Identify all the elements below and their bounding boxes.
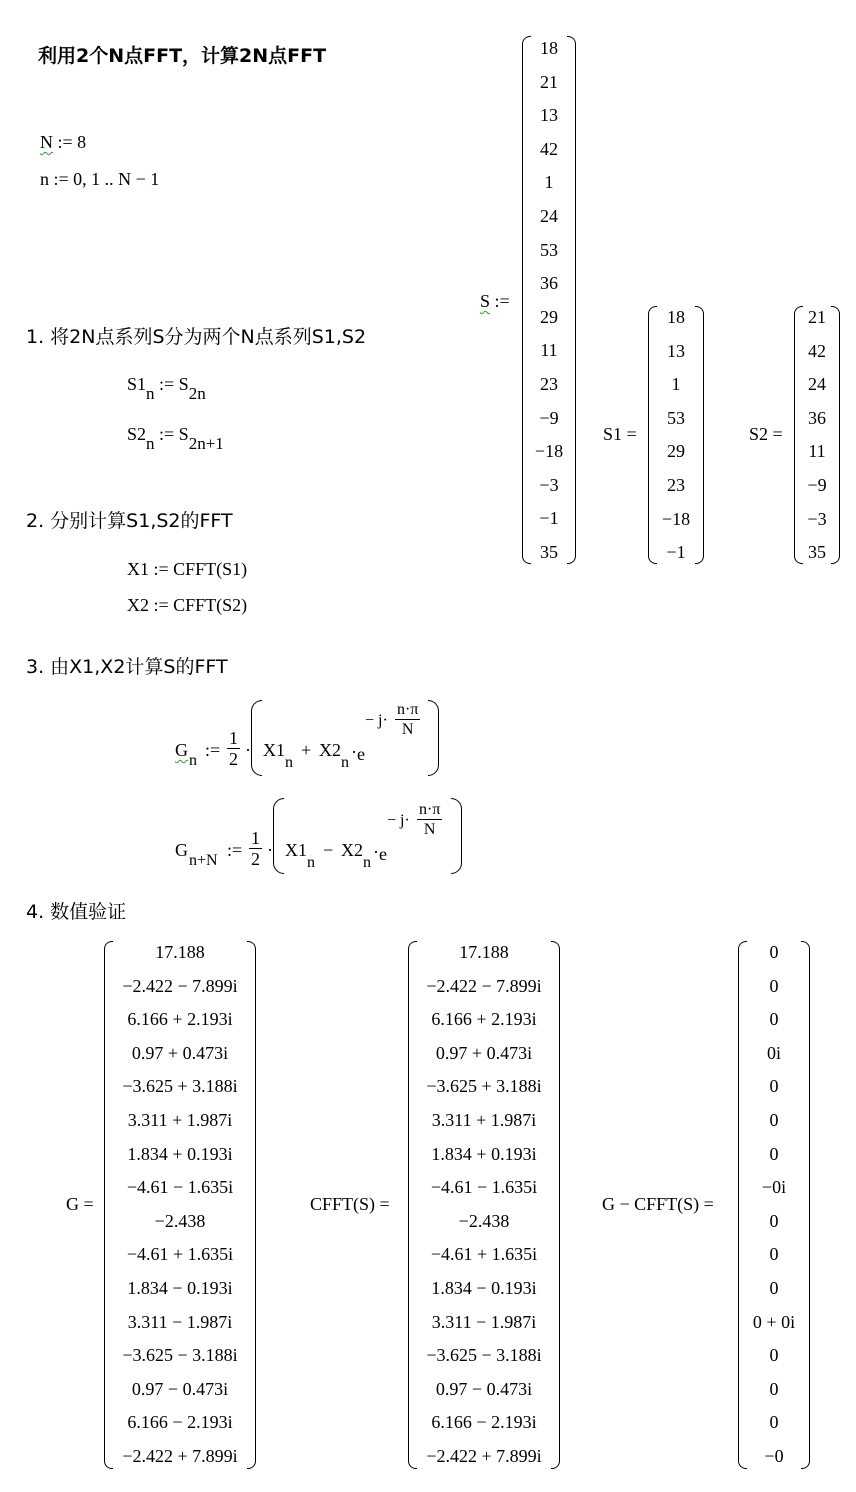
matrix-cell: 0 <box>769 1244 779 1265</box>
matrix-cell: 0.97 + 0.473i <box>435 1042 533 1063</box>
page-title: 利用2个N点FFT，计算2N点FFT <box>38 45 327 67</box>
matrix-cell: 24 <box>808 374 826 395</box>
section-1-heading: 1. 将2N点系列S分为两个N点系列S1,S2 <box>26 326 367 348</box>
matrix-cell: −3.625 − 3.188i <box>122 1345 238 1366</box>
matrix-cell: −4.61 + 1.635i <box>430 1244 538 1265</box>
eq2-paren-right <box>451 798 462 874</box>
s2-vector-label: S2 = <box>749 424 783 444</box>
matrix-cell: 53 <box>667 407 685 428</box>
eq1-paren-left <box>251 700 262 776</box>
matrix-cell: 6.166 − 2.193i <box>431 1412 537 1433</box>
eq2-paren-left <box>273 798 284 874</box>
matrix-cell: 13 <box>540 105 558 126</box>
matrix-cell: 13 <box>667 340 685 361</box>
g-vector-label: G = <box>66 1194 94 1214</box>
def-N <box>40 132 86 153</box>
matrix-cell: 6.166 + 2.193i <box>431 1009 537 1030</box>
eq2-minus: − <box>323 840 334 860</box>
matrix-cell: 11 <box>540 340 558 361</box>
eq1-exp-frac: $\frac{n\cdot\pi}{N}$ <box>397 701 419 738</box>
matrix-cell: 0 <box>769 1278 779 1298</box>
matrix-cell: 35 <box>808 542 826 563</box>
eq1-x2: X2 <box>319 740 341 760</box>
eq2-dot1: · <box>267 840 273 860</box>
eq1-assign: := <box>205 740 221 760</box>
matrix-cell: 3.311 + 1.987i <box>431 1110 537 1130</box>
diff-vector-matrix <box>738 941 810 1469</box>
s-label-assign: := <box>494 291 510 311</box>
matrix-cell: 1.834 + 0.193i <box>431 1143 537 1164</box>
matrix-cell: 17.188 <box>459 942 509 962</box>
eq1-x1-sub: n <box>285 754 293 771</box>
matrix-cell: −3.625 − 3.188i <box>426 1345 542 1366</box>
s1-vector-matrix <box>648 306 704 564</box>
matrix-cell: 42 <box>808 340 826 361</box>
matrix-cell: 21 <box>540 71 558 92</box>
eq1-half: $\frac{1}{2}$ <box>229 728 238 769</box>
s2-def-rsub: 2n+1 <box>188 434 224 453</box>
matrix-cell: −18 <box>661 508 691 529</box>
eq1-exp-prefix: − j· <box>365 712 388 729</box>
matrix-cell: 6.166 − 2.193i <box>127 1412 233 1433</box>
s-vector-matrix <box>522 36 576 564</box>
matrix-cell: −3 <box>807 508 827 529</box>
eq1-plus: + <box>301 740 312 760</box>
s2-def-lsub: n <box>146 434 155 453</box>
matrix-cell: −3 <box>539 474 559 495</box>
matrix-cell: −4.61 − 1.635i <box>126 1177 234 1198</box>
def-n-assign: := 0, 1 .. N − 1 <box>53 169 160 189</box>
matrix-cell: 36 <box>540 273 558 294</box>
s1-def-rsub: 2n <box>188 384 206 403</box>
s1-def-lsub: n <box>146 384 155 403</box>
matrix-cell: 0.97 + 0.473i <box>131 1042 229 1063</box>
matrix-cell: 0i <box>766 1042 781 1063</box>
matrix-cell: −1 <box>539 508 559 529</box>
matrix-cell: 0 <box>769 1110 779 1130</box>
matrix-cell: 1 <box>671 374 681 395</box>
cfft-vector-label: CFFT(S) = <box>310 1194 390 1214</box>
eq2-exp-prefix: − j· <box>387 812 410 829</box>
eq2-x1-sub: n <box>307 854 315 871</box>
matrix-cell: −2.438 <box>154 1210 206 1231</box>
eq2-lhs: G <box>175 840 188 860</box>
eq2-half: $\frac{1}{2}$ <box>251 828 260 869</box>
eq2-sub: n+N <box>189 852 218 869</box>
matrix-cell: −2.422 − 7.899i <box>122 975 238 996</box>
matrix-cell: 0.97 − 0.473i <box>131 1378 229 1399</box>
x1-definition: X1 := CFFT(S1) <box>127 559 248 579</box>
s2-def-lhs: S2 <box>127 424 147 444</box>
s2-def-op: := S <box>159 424 189 444</box>
matrix-cell: 0 <box>769 1345 779 1366</box>
section-2-heading: 2. 分别计算S1,S2的FFT <box>26 510 233 532</box>
diff-vector-label: G − CFFT(S) = <box>602 1194 714 1214</box>
matrix-cell: 0 <box>769 1143 779 1164</box>
matrix-cell: 53 <box>540 239 558 260</box>
matrix-cell: −18 <box>534 441 564 462</box>
matrix-cell: −2.422 − 7.899i <box>426 975 542 996</box>
eq1-x1: X1 <box>263 740 285 760</box>
matrix-cell: −9 <box>807 475 827 495</box>
matrix-cell: −2.422 + 7.899i <box>122 1446 238 1466</box>
section-4-heading: 4. 数值验证 <box>26 901 127 923</box>
s1-vector-label: S1 = <box>603 424 637 444</box>
matrix-cell: 18 <box>540 38 558 58</box>
def-n <box>40 169 159 190</box>
matrix-cell: 23 <box>540 374 558 394</box>
s2-definition <box>127 424 224 453</box>
def-n-name: n <box>40 169 49 189</box>
s-label-name: S <box>480 291 491 311</box>
equation-g-n-plus-n <box>175 796 475 878</box>
matrix-cell: −2.438 <box>458 1210 510 1231</box>
matrix-cell: 0 <box>769 942 779 962</box>
eq2-x1: X1 <box>285 840 307 860</box>
matrix-cell: 35 <box>540 542 558 562</box>
matrix-cell: 1 <box>544 172 554 193</box>
section-3-heading: 3. 由X1,X2计算S的FFT <box>26 656 228 678</box>
s-vector-label <box>480 291 510 312</box>
matrix-cell: −4.61 − 1.635i <box>430 1177 538 1198</box>
matrix-cell: 24 <box>540 206 558 226</box>
matrix-cell: 36 <box>808 407 826 428</box>
def-N-name: N <box>40 132 53 152</box>
def-N-assign: := 8 <box>57 132 87 152</box>
matrix-cell: 23 <box>667 475 685 495</box>
eq2-dot2: · <box>373 842 379 862</box>
eq1-dot2: · <box>351 742 357 762</box>
matrix-cell: 29 <box>540 306 558 327</box>
eq2-e: e <box>379 844 387 864</box>
eq1-x2-sub: n <box>341 754 349 771</box>
matrix-cell: 0 <box>769 1210 779 1231</box>
s1-definition <box>127 374 206 403</box>
matrix-cell: −3.625 + 3.188i <box>122 1076 238 1097</box>
matrix-cell: −0i <box>761 1177 787 1198</box>
eq1-paren-right <box>428 700 439 776</box>
matrix-cell: −4.61 + 1.635i <box>126 1244 234 1265</box>
g-vector-matrix <box>104 941 256 1469</box>
matrix-cell: 42 <box>540 138 558 159</box>
matrix-cell: 11 <box>808 441 826 462</box>
matrix-cell: −9 <box>539 407 559 428</box>
eq1-sub: n <box>189 752 197 769</box>
eq1-lhs: G <box>175 740 188 760</box>
matrix-cell: 0 + 0i <box>752 1311 796 1332</box>
cfft-vector-matrix <box>408 941 560 1469</box>
matrix-cell: 0 <box>769 975 779 996</box>
matrix-cell: −1 <box>666 542 686 563</box>
matrix-cell: 17.188 <box>155 942 205 962</box>
eq2-exp-frac: $\frac{n\cdot\pi}{N}$ <box>419 801 441 838</box>
matrix-cell: 3.311 − 1.987i <box>127 1311 233 1332</box>
eq1-dot1: · <box>245 740 251 760</box>
x2-definition: X2 := CFFT(S2) <box>127 595 248 615</box>
matrix-cell: 3.311 + 1.987i <box>127 1110 233 1130</box>
s1-def-op: := S <box>159 374 189 394</box>
matrix-cell: 0 <box>769 1412 779 1433</box>
matrix-cell: 0.97 − 0.473i <box>435 1378 533 1399</box>
matrix-cell: 29 <box>667 441 685 462</box>
matrix-cell: 18 <box>667 307 685 327</box>
matrix-cell: 6.166 + 2.193i <box>127 1009 233 1030</box>
equation-g-n <box>175 698 445 780</box>
s2-vector-matrix <box>794 306 840 564</box>
matrix-cell: −0 <box>764 1446 784 1466</box>
matrix-cell: 1.834 + 0.193i <box>127 1143 233 1164</box>
matrix-cell: 21 <box>808 307 826 327</box>
matrix-cell: 0 <box>769 1378 779 1399</box>
eq1-e: e <box>357 744 365 764</box>
eq2-assign: := <box>227 840 243 860</box>
matrix-cell: 0 <box>769 1076 779 1097</box>
matrix-cell: 1.834 − 0.193i <box>127 1278 233 1298</box>
s1-def-lhs: S1 <box>127 374 147 394</box>
matrix-cell: −3.625 + 3.188i <box>426 1076 542 1097</box>
matrix-cell: 1.834 − 0.193i <box>431 1278 537 1298</box>
eq2-x2-sub: n <box>363 854 371 871</box>
matrix-cell: 0 <box>769 1009 779 1030</box>
matrix-cell: 3.311 − 1.987i <box>431 1311 537 1332</box>
matrix-cell: −2.422 + 7.899i <box>426 1446 542 1466</box>
eq2-x2: X2 <box>341 840 363 860</box>
